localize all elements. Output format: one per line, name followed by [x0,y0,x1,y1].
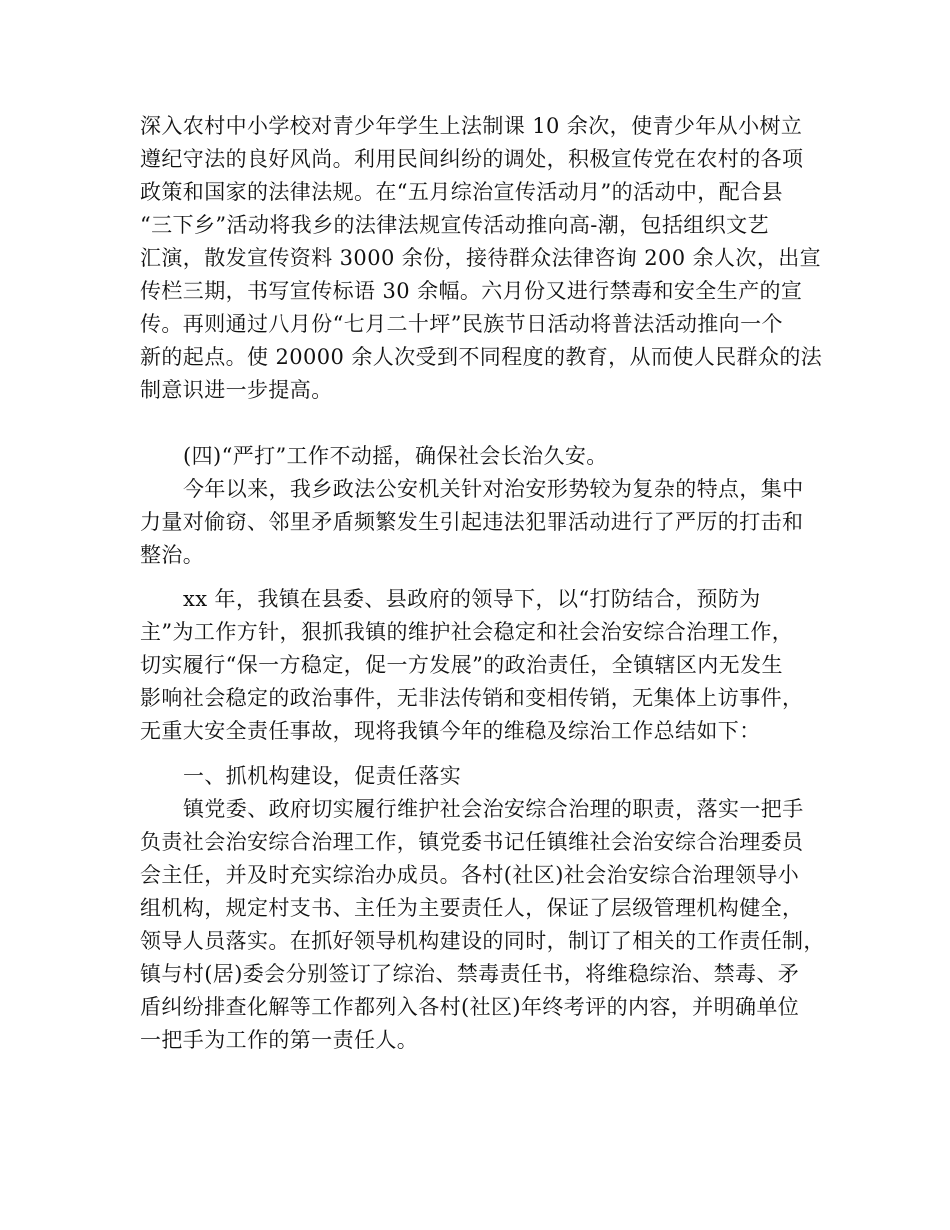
text-line: xx 年，我镇在县委、县政府的领导下，以“打防结合，预防为 [183,587,761,611]
paragraph-summary-intro [140,583,820,748]
paragraph-organization [140,793,825,1057]
text-line: 镇党委、政府切实履行维护社会治安综合治理的职责，落实一把手 [183,797,804,821]
text-line: 负责社会治安综合治理工作，镇党委书记任镇维社会治安综合治理委员 [140,830,804,854]
text-line: 传。再则通过八月份“七月二十坪”民族节日活动将普法活动推向一个 [140,312,783,336]
paragraph-strike-hard [140,473,820,572]
section-heading-four [140,440,820,473]
text-line: 力量对偷窃、邻里矛盾频繁发生引起违法犯罪活动进行了严厉的打击和 [140,510,804,534]
text-line: 整治。 [140,543,205,567]
heading-line: (四)“严打”工作不动摇，确保社会长治久安。 [183,444,608,468]
text-line: 遵纪守法的良好风尚。利用民间纠纷的调处，积极宣传党在农村的各项 [140,147,804,171]
paragraph-outreach [140,110,823,407]
text-line: 制意识进一步提高。 [140,378,333,402]
text-line: 会主任，并及时充实综治办成员。各村(社区)社会治安综合治理领导小 [140,863,800,887]
text-line: “三下乡”活动将我乡的法律法规宣传活动推向高-潮，包括组织文艺 [140,213,769,237]
text-line: 领导人员落实。在抓好领导机构建设的同时，制订了相关的工作责任制， [140,929,825,953]
text-line: 无重大安全责任事故，现将我镇今年的维稳及综治工作总结如下： [140,719,761,743]
text-line: 新的起点。使 20000 余人次受到不同程度的教育，从而使人民群众的法 [140,345,823,369]
text-line: 组机构，规定村支书、主任为主要责任人，保证了层级管理机构健全， [140,896,804,920]
text-line: 盾纠纷排查化解等工作都列入各村(社区)年终考评的内容，并明确单位 [140,995,800,1019]
text-line: 汇演，散发宣传资料 3000 余份，接待群众法律咨询 200 余人次，出宣 [140,246,822,270]
heading-line: 一、抓机构建设，促责任落实 [183,764,462,788]
text-line: 政策和国家的法律法规。在“五月综治宣传活动月”的活动中，配合县 [140,180,783,204]
text-line: 深入农村中小学校对青少年学生上法制课 10 余次，使青少年从小树立 [140,114,803,138]
text-line: 传栏三期，书写宣传标语 30 余幅。六月份又进行禁毒和安全生产的宣 [140,279,803,303]
text-line: 主”为工作方针，狠抓我镇的维护社会稳定和社会治安综合治理工作， [140,620,794,644]
section-heading-one [140,760,820,793]
text-line: 切实履行“保一方稳定，促一方发展”的政治责任，全镇辖区内无发生 [140,653,783,677]
text-line: 镇与村(居)委会分别签订了综治、禁毒责任书，将维稳综治、禁毒、矛 [140,962,800,986]
text-line: 一把手为工作的第一责任人。 [140,1028,419,1052]
text-line: 今年以来，我乡政法公安机关针对治安形势较为复杂的特点，集中 [183,477,804,501]
text-line: 影响社会稳定的政治事件，无非法传销和变相传销，无集体上访事件， [140,686,804,710]
